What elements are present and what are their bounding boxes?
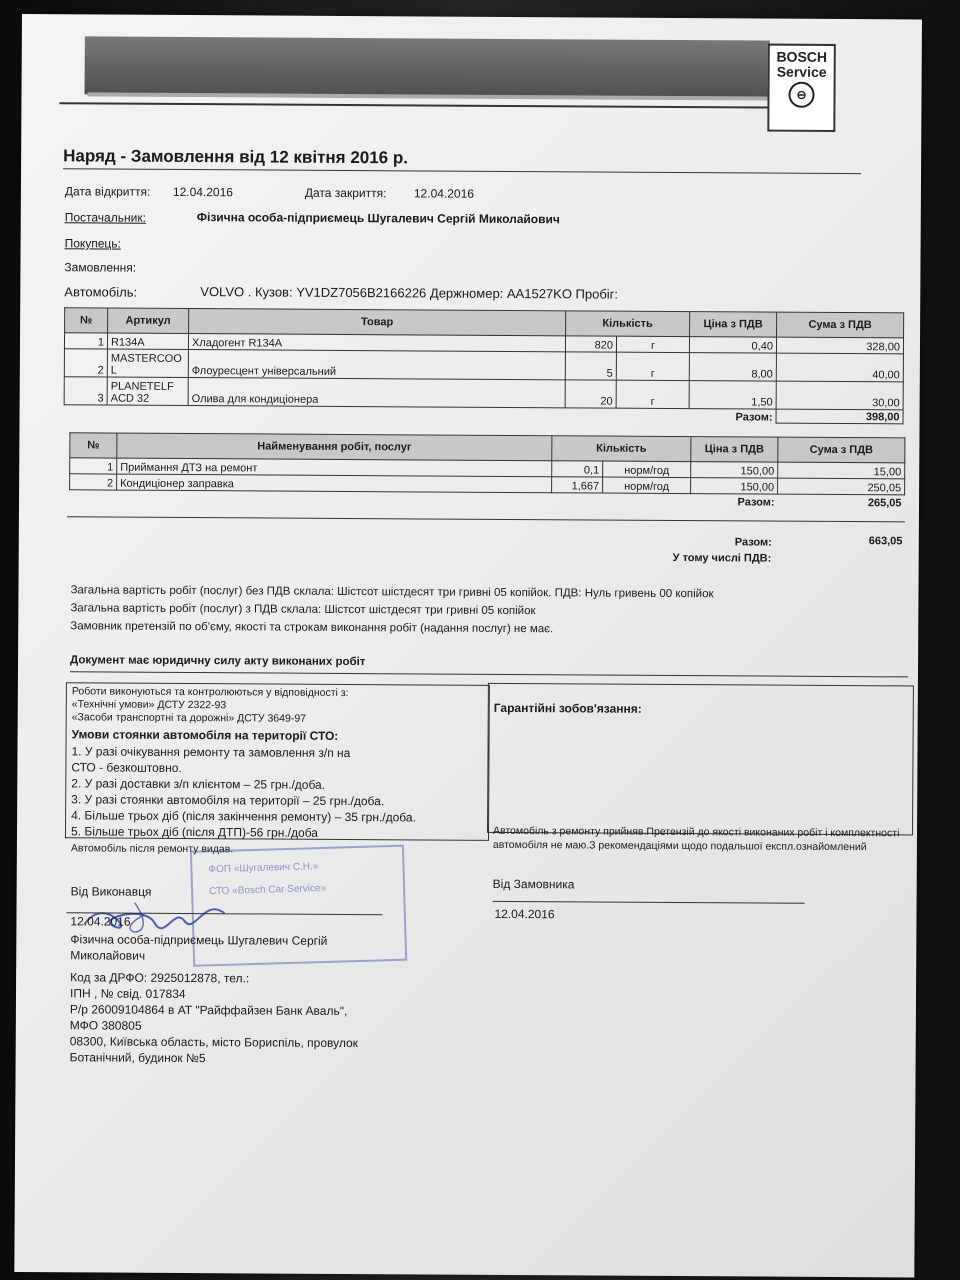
car-accepted-text-1: Автомобіль з ремонту прийняв.Претензій до якості виконаних робіт і комплектності [492, 824, 900, 840]
stamp-line1: ФОП «Шугалевич С.Н.» [208, 861, 319, 876]
works-total-label: Разом: [737, 495, 775, 509]
title-rule [63, 168, 861, 174]
car-label: Автомобіль: [64, 284, 138, 300]
row-product: Флоуресцент універсальний [188, 350, 565, 380]
customer-date: 12.04.2016 [494, 906, 555, 922]
no-claims-text: Замовник претензій по об'єму, якості та строкам виконання робіт (надання послуг) не має. [70, 620, 554, 636]
col-work-name: Найменування робіт, послуг [117, 433, 552, 461]
total-without-vat-text: Загальна вартість робіт (послуг) без ПДВ склала: Шістсот шістдесят три гривні 05 копійок. ПДВ: Нуль гривень 00 копійок [70, 584, 714, 601]
row-price: 150,00 [691, 478, 778, 495]
car-value: VOLVO . Кузов: YV1DZ7056B2166226 Держномер: AA1527KO Пробіг: [200, 284, 619, 302]
goods-total-value: 398,00 [776, 409, 903, 424]
row-qty: 0,1 [552, 461, 603, 477]
car-accepted-text-2: автомобіля не маю.З рекомендаціями щодо подальшої експл.ознайомлений [492, 838, 867, 854]
executor-detail: Код за ДРФО: 2925012878, тел.: [70, 970, 250, 986]
row-sum: 250,05 [778, 478, 905, 495]
works-total-value: 265,05 [867, 496, 902, 509]
stamp-line2: СТО «Bosch Car Service» [208, 882, 327, 898]
row-price: 150,00 [691, 462, 778, 479]
parking-term: 2. У разі доставки з/п клієнтом – 25 грн./доба. [71, 776, 326, 792]
col-sum: Сума з ПДВ [778, 437, 905, 463]
page-title: Наряд - Замовлення від 12 квітня 2016 р. [63, 146, 409, 168]
vat-label: У тому числі ПДВ: [672, 551, 772, 565]
row-unit: норм/год [603, 461, 691, 478]
totals-rule [67, 516, 905, 522]
executor-detail: Миколайович [70, 948, 146, 963]
goods-table [64, 307, 905, 424]
row-article [107, 349, 188, 377]
col-quantity: Кількість [566, 311, 690, 337]
article-line1: PLANETELF [110, 380, 174, 393]
executor-detail: Фізична особа-підприємець Шугалевич Сергій [70, 932, 328, 948]
col-product: Товар [189, 309, 566, 336]
supplier-value: Фізична особа-підприємець Шугалевич Сергій Миколайович [196, 210, 560, 227]
works-table [69, 432, 905, 509]
goods-total-label: Разом: [735, 410, 773, 424]
row-number: 1 [64, 333, 107, 349]
terms-intro-1: Роботи виконуються та контролюються у відповідності з: [71, 685, 349, 700]
row-unit: г [616, 352, 689, 380]
bosch-service-logo [767, 44, 836, 132]
row-number: 2 [64, 349, 107, 377]
parking-terms-heading: Умови стоянки автомобіля на території СТО: [71, 727, 339, 743]
row-article [107, 333, 188, 349]
car-given-text: Автомобіль після ремонту видав. [70, 842, 234, 856]
legal-force-text: Документ має юридичну силу акту виконаних робіт [70, 654, 366, 669]
col-quantity: Кількість [552, 436, 691, 462]
from-executor-label: Від Виконавця [70, 884, 152, 899]
article-line1: R134A [110, 336, 145, 349]
row-unit: норм/год [603, 477, 691, 494]
col-price: Ціна з ПДВ [690, 312, 777, 338]
open-date-label: Дата відкриття: [64, 184, 151, 199]
legal-rule [70, 671, 908, 677]
customer-signature-line [493, 901, 805, 904]
row-price: 0,40 [689, 337, 776, 354]
order-label: Замовлення: [64, 260, 137, 275]
col-price: Ціна з ПДВ [691, 437, 778, 463]
row-unit: г [616, 336, 689, 352]
executor-detail: Ботанічний, будинок №5 [69, 1050, 206, 1066]
article-line1: MASTERCOO [110, 352, 182, 365]
terms-intro-2: «Технічні умови» ДСТУ 2322-93 [71, 698, 227, 712]
executor-detail: МФО 380805 [69, 1018, 142, 1033]
document-page [14, 14, 922, 1277]
grand-total-label: Разом: [734, 536, 772, 549]
executor-detail: Р/р 26009104864 в АТ "Райффайзен Банк Аваль", [69, 1002, 348, 1019]
executor-detail: ІПН , № свід. 017834 [69, 986, 186, 1002]
row-number: 2 [70, 474, 117, 490]
parking-term: 4. Більше трьох діб (після закінчення ремонту) – 35 грн./доба. [71, 808, 416, 825]
row-qty: 20 [565, 380, 616, 408]
row-qty: 5 [565, 352, 616, 380]
header-rule [59, 102, 767, 108]
row-number: 3 [64, 377, 107, 405]
row-sum: 328,00 [776, 337, 903, 354]
total-with-vat-text: Загальна вартість робіт (послуг) з ПДВ склала: Шістсот шістдесят три гривні 05 копійок [70, 602, 536, 618]
row-qty: 1,667 [552, 477, 603, 493]
row-price: 8,00 [689, 353, 776, 382]
row-sum: 15,00 [778, 462, 905, 479]
col-number: № [70, 433, 117, 458]
bosch-emblem-icon: ⊖ [788, 82, 814, 108]
row-work-name: Приймання ДТЗ на ремонт [117, 458, 552, 477]
header-bar [85, 36, 770, 98]
col-article: Артикул [108, 308, 189, 333]
row-qty: 820 [565, 336, 616, 352]
row-price: 1,50 [689, 381, 776, 410]
terms-intro-3: «Засоби транспортні та дорожні» ДСТУ 3649-97 [71, 711, 307, 725]
row-product: Олива для кондиціонера [188, 378, 565, 408]
row-sum: 30,00 [776, 381, 903, 410]
row-number: 1 [70, 458, 117, 474]
parking-term: 3. У разі стоянки автомобіля на території – 25 грн./доба. [71, 792, 385, 809]
parking-term: СТО - безкоштовно. [71, 760, 182, 775]
logo-line1: BOSCH [776, 48, 828, 65]
executor-detail: 08300, Київська область, місто Бориспіль, провулок [69, 1034, 358, 1051]
parking-term: 5. Більше трьох діб (після ДТП)-56 грн./доба [70, 824, 319, 840]
warranty-heading: Гарантійні зобов'язання: [493, 700, 642, 716]
row-product: Хладогент R134A [188, 334, 565, 352]
buyer-label: Покупець: [64, 236, 121, 251]
executor-date: 12.04.2016 [70, 914, 131, 929]
col-number: № [65, 308, 108, 333]
close-date-label: Дата закриття: [304, 185, 387, 201]
grand-total-value: 663,05 [868, 535, 903, 548]
row-unit: г [616, 380, 689, 408]
logo-line2: Service [776, 63, 827, 80]
col-sum: Сума з ПДВ [777, 312, 904, 338]
article-line2: ACD 32 [110, 392, 150, 405]
parking-term: 1. У разі очікування ремонту та замовлення з/п на [71, 744, 351, 761]
article-line2: L [110, 364, 117, 377]
from-customer-label: Від Замовника [492, 876, 575, 892]
open-date-value: 12.04.2016 [172, 184, 234, 200]
row-work-name: Кондиціонер заправка [117, 474, 552, 493]
close-date-value: 12.04.2016 [413, 186, 475, 201]
row-sum: 40,00 [776, 353, 903, 382]
supplier-label: Постачальник: [64, 210, 146, 225]
row-article [107, 377, 188, 405]
